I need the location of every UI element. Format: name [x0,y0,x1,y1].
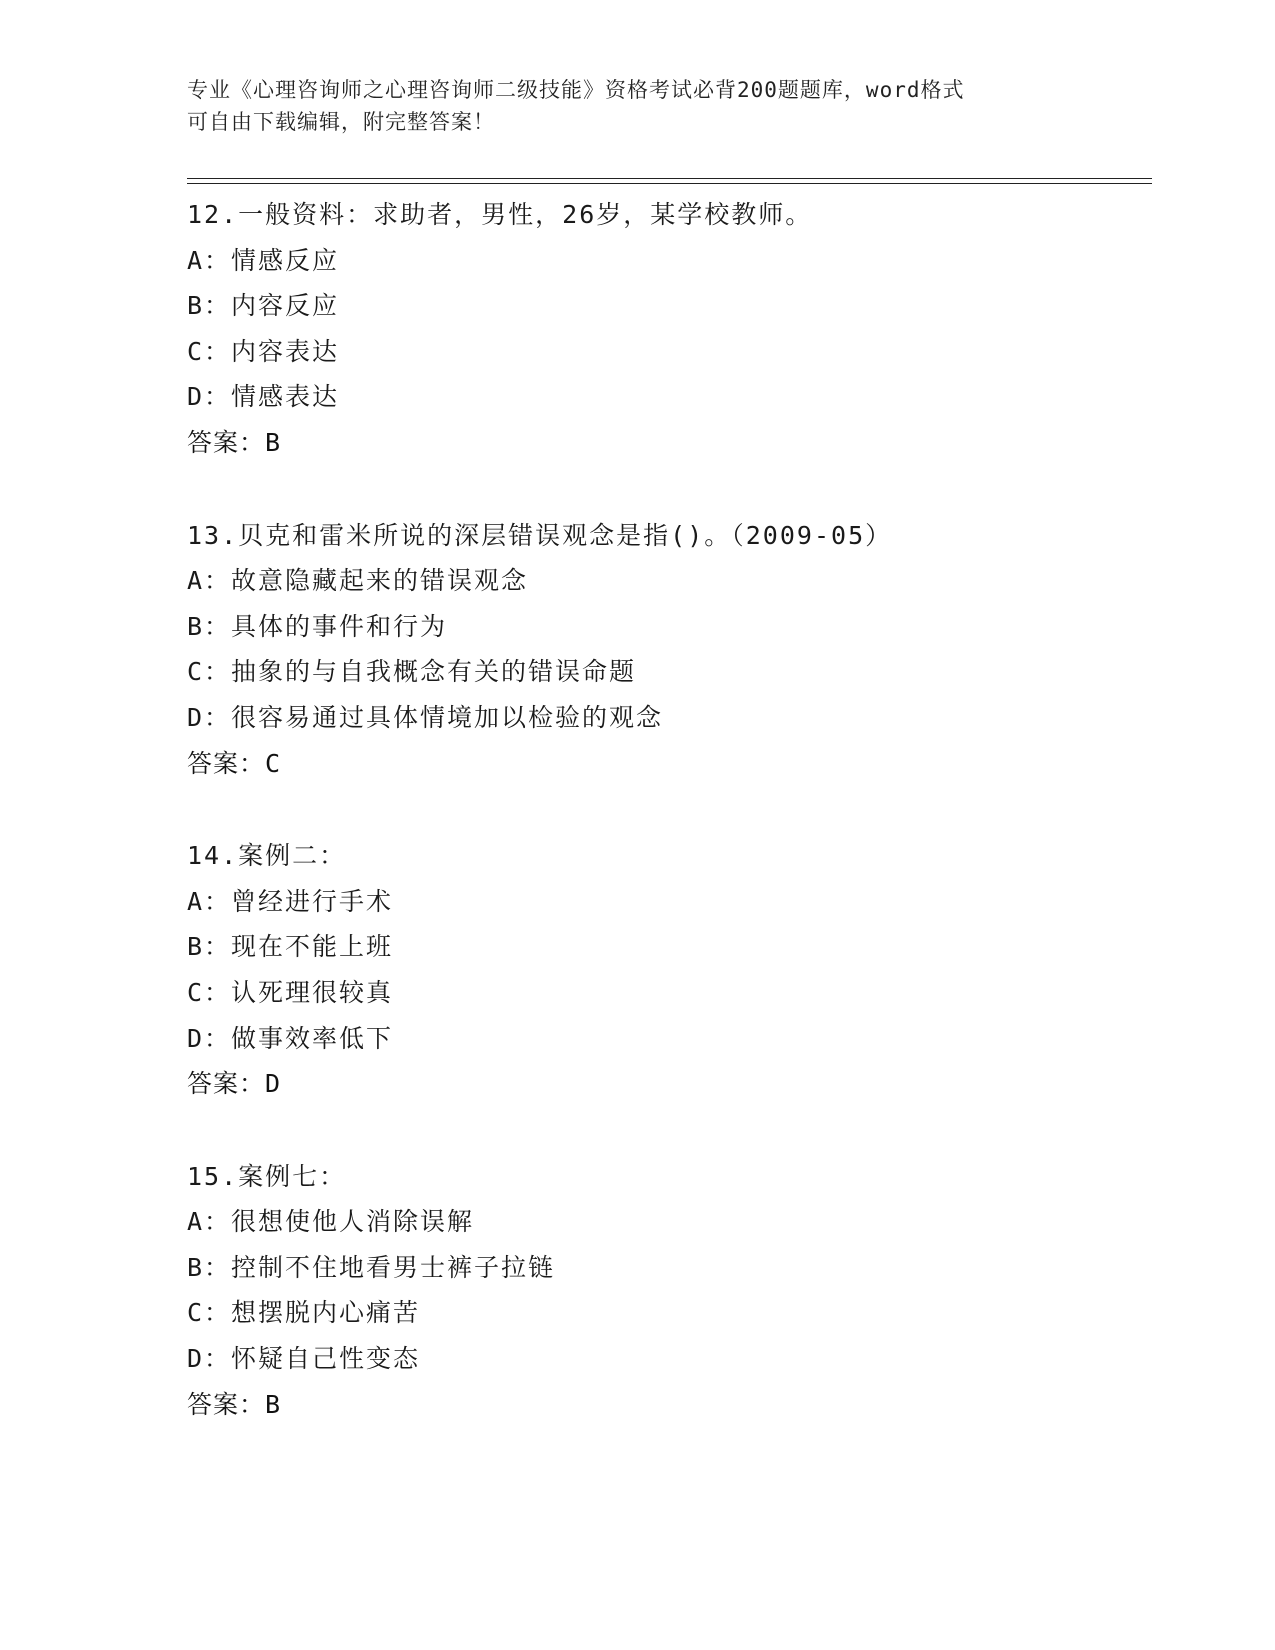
option-d: D：做事效率低下 [187,1023,394,1053]
option-c: C：想摆脱内心痛苦 [187,1298,421,1328]
option-a: A：曾经进行手术 [187,886,394,916]
option-b: B：控制不住地看男士裤子拉链 [187,1252,556,1282]
question-stem: 15.案例七： [187,1161,347,1191]
header-line-2: 可自由下载编辑，附完整答案！ [187,110,495,134]
header-line-1: 专业《心理咨询师之心理咨询师二级技能》资格考试必背200题题库，word格式 [187,78,965,102]
header-divider-bottom [187,183,1152,184]
question-12 [187,192,1147,466]
question-list [187,192,1147,1474]
answer-line: 答案：D [187,1069,282,1099]
question-15 [187,1154,1147,1428]
option-b: B：内容反应 [187,291,340,321]
option-c: C：内容表达 [187,336,340,366]
option-d: D：情感表达 [187,382,340,412]
answer-line: 答案：C [187,748,282,778]
question-13 [187,513,1147,787]
option-c: C：认死理很较真 [187,977,394,1007]
option-a: A：故意隐藏起来的错误观念 [187,566,529,596]
answer-line: 答案：B [187,427,282,457]
option-a: A：很想使他人消除误解 [187,1207,475,1237]
header-divider-top [187,178,1152,179]
option-a: A：情感反应 [187,245,340,275]
question-stem: 14.案例二： [187,841,347,871]
option-b: B：现在不能上班 [187,932,394,962]
question-stem: 12.一般资料：求助者，男性，26岁，某学校教师。 [187,200,813,229]
answer-line: 答案：B [187,1389,282,1419]
option-c: C：抽象的与自我概念有关的错误命题 [187,657,637,687]
option-d: D：很容易通过具体情境加以检验的观念 [187,702,664,732]
question-stem: 13.贝克和雷米所说的深层错误观念是指()。（2009-05） [187,520,893,550]
option-b: B：具体的事件和行为 [187,611,448,641]
document-header [187,74,1087,138]
question-14 [187,833,1147,1107]
option-d: D：怀疑自己性变态 [187,1344,421,1374]
